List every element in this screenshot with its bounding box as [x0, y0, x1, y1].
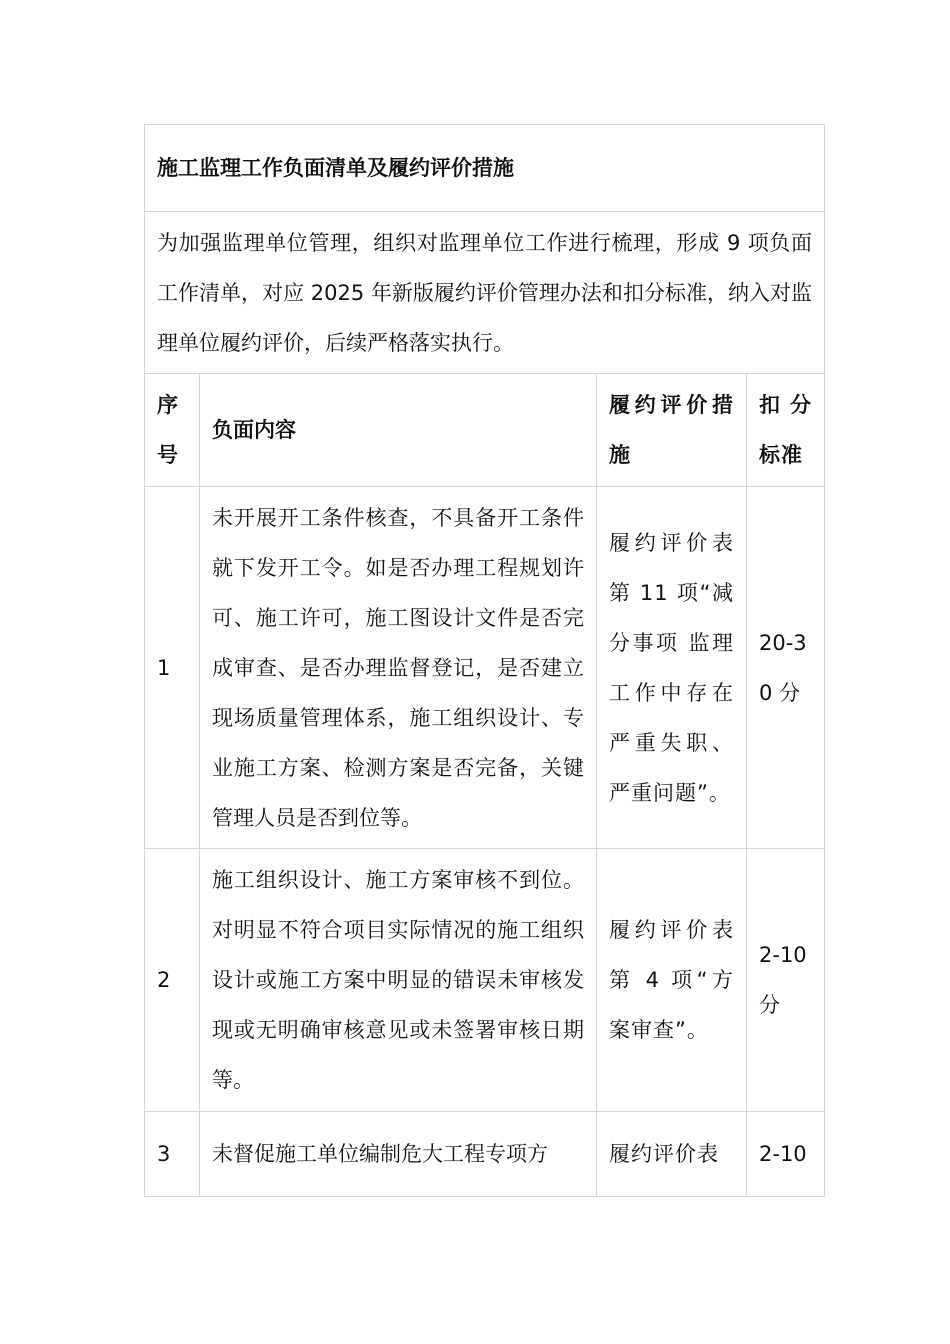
header-content: 负面内容: [200, 374, 597, 487]
document-table: [144, 124, 825, 1197]
row-content: 施工组织设计、施工方案审核不到位。对明显不符合项目实际情况的施工组织设计或施工方案中明显的错误未审核发现或无明确审核意见或未签署审核日期等。: [200, 849, 597, 1112]
row-seq: 3: [145, 1112, 200, 1197]
row-measure: 履约评价表第 11 项“减分事项 监理工作中存在严重失职、严重问题”。: [597, 487, 747, 849]
table-header-row: [145, 374, 825, 487]
row-measure: 履约评价表第 4 项“方案审查”。: [597, 849, 747, 1112]
row-deduction: 2-10: [747, 1112, 825, 1197]
row-seq: 1: [145, 487, 200, 849]
row-seq: 2: [145, 849, 200, 1112]
row-content: 未开展开工条件核查，不具备开工条件就下发开工令。如是否办理工程规划许可、施工许可，施工图设计文件是否完成审查、是否办理监督登记，是否建立现场质量管理体系，施工组织设计、专业施工方案、检测方案是否完备，关键管理人员是否到位等。: [200, 487, 597, 849]
header-deduction: 扣分标准: [747, 374, 825, 487]
row-deduction: 20-30 分: [747, 487, 825, 849]
table-row: [145, 1112, 825, 1197]
document-title: 施工监理工作负面清单及履约评价措施: [145, 125, 825, 212]
table-row: [145, 849, 825, 1112]
title-row: [145, 125, 825, 212]
intro-row: [145, 212, 825, 374]
row-content: 未督促施工单位编制危大工程专项方: [200, 1112, 597, 1197]
header-seq: 序号: [145, 374, 200, 487]
table-row: [145, 487, 825, 849]
document-intro: 为加强监理单位管理，组织对监理单位工作进行梳理，形成 9 项负面工作清单，对应 2025 年新版履约评价管理办法和扣分标准，纳入对监理单位履约评价，后续严格落实执行。: [145, 212, 825, 374]
header-measure: 履约评价措施: [597, 374, 747, 487]
row-measure: 履约评价表: [597, 1112, 747, 1197]
row-deduction: 2-10 分: [747, 849, 825, 1112]
